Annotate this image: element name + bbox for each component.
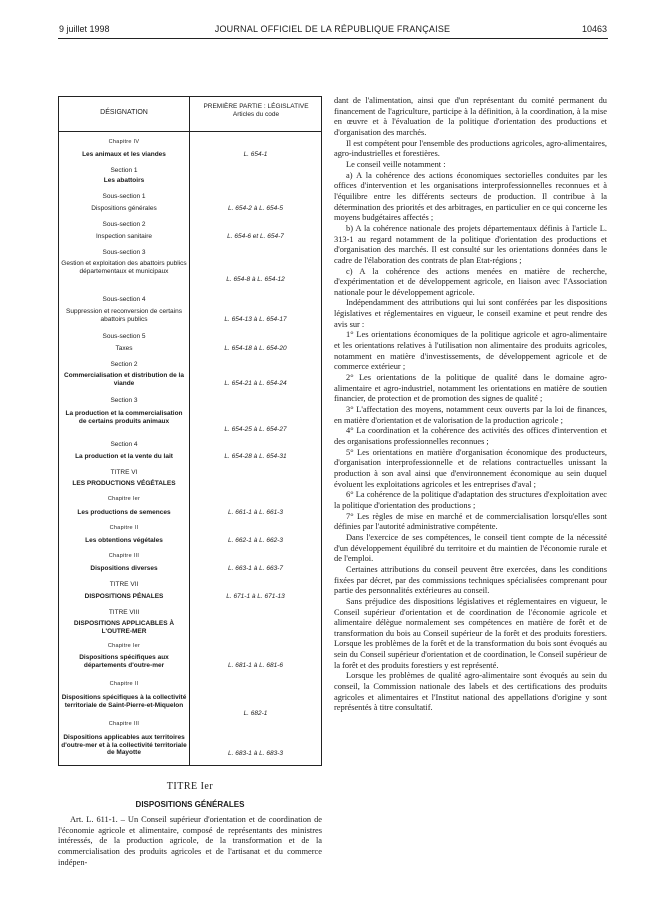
body-paragraph: Certaines attributions du conseil peuvent être exercées, dans les conditions fixées par décret, par des commissions techniques spécialisées comprenant pour partie des personnalités extérieures au conseil. — [334, 564, 607, 596]
row-designation: Sous-section 5 — [102, 333, 146, 340]
body-paragraph: Lorsque les problèmes de qualité agro-alimentaire sont évoqués au sein du conseil, la Commission nationale des labels et des certifications des produits agricoles et alimentaires et l'Institut national des appellations d'origine y sont représentés à titre consultatif. — [334, 671, 607, 713]
row-articles: L. 654-8 à L. 654-12 — [226, 276, 285, 283]
row-designation: Chapitre Ier — [107, 496, 141, 502]
row-designation: Suppression et reconversion de certains abattoirs publics — [66, 308, 182, 323]
header-page-number: 10463 — [581, 24, 607, 34]
table-header-divider — [59, 131, 321, 132]
row-designation: Dispositions spécifiques à la collectivité territoriale de Saint-Pierre-et-Miquelon — [61, 694, 187, 709]
row-articles: L. 683-1 à L. 683-3 — [228, 750, 283, 757]
row-designation: Taxes — [115, 345, 133, 352]
row-articles: L. 671-1 à L. 671-13 — [226, 593, 285, 600]
header-date: 9 juillet 1998 — [59, 24, 110, 34]
row-articles: L. 654-1 — [243, 151, 268, 158]
row-designation: Dispositions spécifiques aux départements d'outre-mer — [79, 654, 169, 669]
body-paragraph: 3° L'affectation des moyens, notamment ceux ouverts par la loi de finances, en matière d'orientation et de valorisation de la production agricole ; — [334, 405, 607, 425]
code-table — [58, 96, 322, 766]
body-paragraph: Dans l'exercice de ses compétences, le conseil tient compte de la nécessité d'un développement équilibré du territoire et du maintien de l'économie rurale et de l'emploi. — [334, 532, 607, 564]
body-paragraph: Sans préjudice des dispositions législatives et réglementaires en vigueur, le Conseil supérieur d'orientation et de coordination de l'économie agricole et alimentaire délègue normalement ses compétences en matière de forêt et de transformation du bois au Conseil supérieur de la forêt et des produits forestiers. Lorsque les problèmes de la forêt et de la transformation du bois sont évoqués au sein du Conseil supérieur d'orientation et de coordination, le Conseil supérieur de la forêt et des produits forestiers y est représenté. — [334, 596, 607, 670]
row-articles: L. 682-1 — [243, 710, 268, 717]
page-header — [0, 24, 665, 38]
body-paragraph: 1° Les orientations économiques de la politique agricole et agro-alimentaire et les orientations relatives à l'utilisation non alimentaire des produits agricoles, notamment en matière d'investissements, de développement agricole et de commerce extérieur ; — [334, 330, 607, 372]
table-header-articles — [190, 103, 322, 119]
row-designation: DISPOSITIONS PÉNALES — [84, 593, 164, 600]
row-designation: Chapitre III — [108, 721, 140, 727]
right-column-text — [334, 96, 607, 714]
row-designation: DISPOSITIONS APPLICABLES À L'OUTRE-MER — [73, 620, 175, 635]
row-designation: Les animaux et les viandes — [82, 151, 166, 158]
row-designation: La production et la vente du lait — [75, 453, 173, 460]
body-paragraph: b) A la cohérence nationale des projets départementaux définis à l'article L. 313-1 au regard notamment de la politique d'orientation des productions et d'organisation des marchés. Il est consulté sur les orientations données dans le cadre de l'élaboration des contrats de plan Etat-régions ; — [334, 223, 607, 265]
row-articles: L. 661-1 à L. 661-3 — [228, 509, 283, 516]
row-articles: L. 681-1 à L. 681-6 — [228, 662, 283, 669]
body-paragraph: 5° Les orientations en matière d'organisation économique des producteurs, d'organisation interprofessionnelle et de relations contractuelles unissant la production à son aval ainsi que d'environnement économique au sein duquel évoluent les exploitations agricoles et les entreprises d'aval ; — [334, 447, 607, 489]
table-header-articles-line2: Articles du code — [232, 111, 280, 118]
body-paragraph: c) A la cohérence des actions menées en matière de recherche, d'expérimentation et de développement agricole, en liaison avec l'Association nationale pour le développement agricole. — [334, 266, 607, 297]
row-designation: Les productions de semences — [77, 509, 171, 516]
row-designation: Chapitre II — [109, 681, 139, 687]
row-designation: Gestion et exploitation des abattoirs publics départementaux et municipaux — [61, 260, 187, 275]
row-designation: Chapitre III — [108, 553, 140, 559]
body-paragraph: dant de l'alimentation, ainsi que d'un représentant du comité permanent du financement de l'agriculture, participe à la définition, à la coordination, à la mise en œuvre et à l'évaluation de la politique d'orientation des productions et d'organisation des marchés. — [334, 96, 607, 137]
row-designation: Inspection sanitaire — [95, 233, 152, 240]
row-designation: Section 3 — [110, 397, 138, 404]
row-articles: L. 654-28 à L. 654-31 — [224, 453, 287, 460]
row-designation: Sous-section 1 — [102, 193, 146, 200]
row-designation: Sous-section 3 — [102, 249, 146, 256]
row-articles: L. 654-25 à L. 654-27 — [224, 426, 287, 433]
row-designation: Les obtentions végétales — [85, 537, 163, 544]
row-designation: La production et la commercialisation de certains produits animaux — [65, 410, 183, 425]
row-designation: Sous-section 2 — [102, 221, 146, 228]
body-paragraph: Le conseil veille notamment : — [346, 159, 446, 169]
row-articles: L. 654-21 à L. 654-24 — [224, 380, 287, 387]
row-designation: Dispositions applicables aux territoires d'outre-mer et à la collectivité territoriale de Mayotte — [61, 734, 187, 757]
row-designation: Chapitre Ier — [107, 643, 141, 649]
table-header-designation: DÉSIGNATION — [100, 109, 148, 116]
section-heading: DISPOSITIONS GÉNÉRALES — [135, 800, 245, 809]
row-articles: L. 654-2 à L. 654-5 — [228, 205, 283, 212]
title-heading: TITRE Ier — [166, 781, 214, 792]
row-designation: TITRE VIII — [108, 609, 140, 616]
body-paragraph: a) A la cohérence des actions économiques sectorielles conduites par les offices d'intervention et les organisations interprofessionnelles reconnues et à l'équilibre entre les différents secteurs de production. Il contribue à la détermination des priorités et des arbitrages, en particulier en ce qui concerne les moyens budgétaires affectés ; — [334, 170, 607, 223]
row-articles: L. 662-1 à L. 662-3 — [228, 537, 283, 544]
row-articles: L. 654-18 à L. 654-20 — [224, 345, 287, 352]
row-articles: L. 654-6 et L. 654-7 — [227, 233, 284, 240]
table-header-articles-line1: PREMIÈRE PARTIE : LÉGISLATIVE — [203, 103, 309, 110]
left-column-text — [58, 781, 322, 868]
row-designation: Section 1 — [110, 167, 138, 174]
body-paragraph: 4° La coordination et la cohérence des activités des offices d'intervention et des organisations professionnelles reconnues ; — [334, 426, 607, 446]
body-paragraph: 2° Les orientations de la politique de qualité dans le domaine agro-alimentaire et agro-industriel, notamment les orientations en matière de soutien financier, de protection et de promotion des signes de qualité ; — [334, 373, 607, 404]
body-paragraph: Indépendamment des attributions qui lui sont conférées par les dispositions législatives et réglementaires en vigueur, le conseil examine et peut rendre des avis sur : — [334, 298, 607, 329]
header-rule — [58, 38, 608, 39]
row-designation: Commercialisation et distribution de la viande — [64, 372, 184, 387]
body-paragraph: Il est compétent pour l'ensemble des productions agricoles, agro-alimentaires, agro-industrielles et forestières. — [334, 138, 607, 159]
row-designation: Sous-section 4 — [102, 296, 146, 303]
row-designation: TITRE VII — [109, 581, 139, 588]
row-designation: Dispositions générales — [91, 205, 157, 212]
row-designation: TITRE VI — [110, 469, 138, 476]
body-paragraph: 7° Les règles de mise en marché et de commercialisation lorsqu'elles sont définies par l'autorité administrative compétente. — [334, 511, 607, 532]
row-articles: L. 654-13 à L. 654-17 — [224, 316, 287, 323]
row-designation: Les abattoirs — [103, 177, 145, 184]
row-designation: Section 4 — [110, 441, 138, 448]
row-designation: Chapitre IV — [108, 139, 140, 145]
row-articles: L. 663-1 à L. 663-7 — [228, 565, 283, 572]
row-designation: Section 2 — [110, 361, 138, 368]
row-designation: LES PRODUCTIONS VÉGÉTALES — [72, 480, 176, 487]
article-paragraph: Art. L. 611-1. – Un Conseil supérieur d'orientation et de coordination de l'économie agricole et alimentaire, composé de représentants des ministres intéressés, de la production agricole, de la transformation et de la commercialisation des produits agricoles et de l'artisanat et du commerce indépen- — [58, 815, 322, 867]
header-journal-title: JOURNAL OFFICIEL DE LA RÉPUBLIQUE FRANÇAISE — [214, 24, 451, 34]
row-designation: Chapitre II — [109, 525, 139, 531]
row-designation: Dispositions diverses — [90, 565, 158, 572]
body-paragraph: 6° La cohérence de la politique d'adaptation des structures d'exploitation avec la politique d'orientation des productions ; — [334, 490, 607, 510]
